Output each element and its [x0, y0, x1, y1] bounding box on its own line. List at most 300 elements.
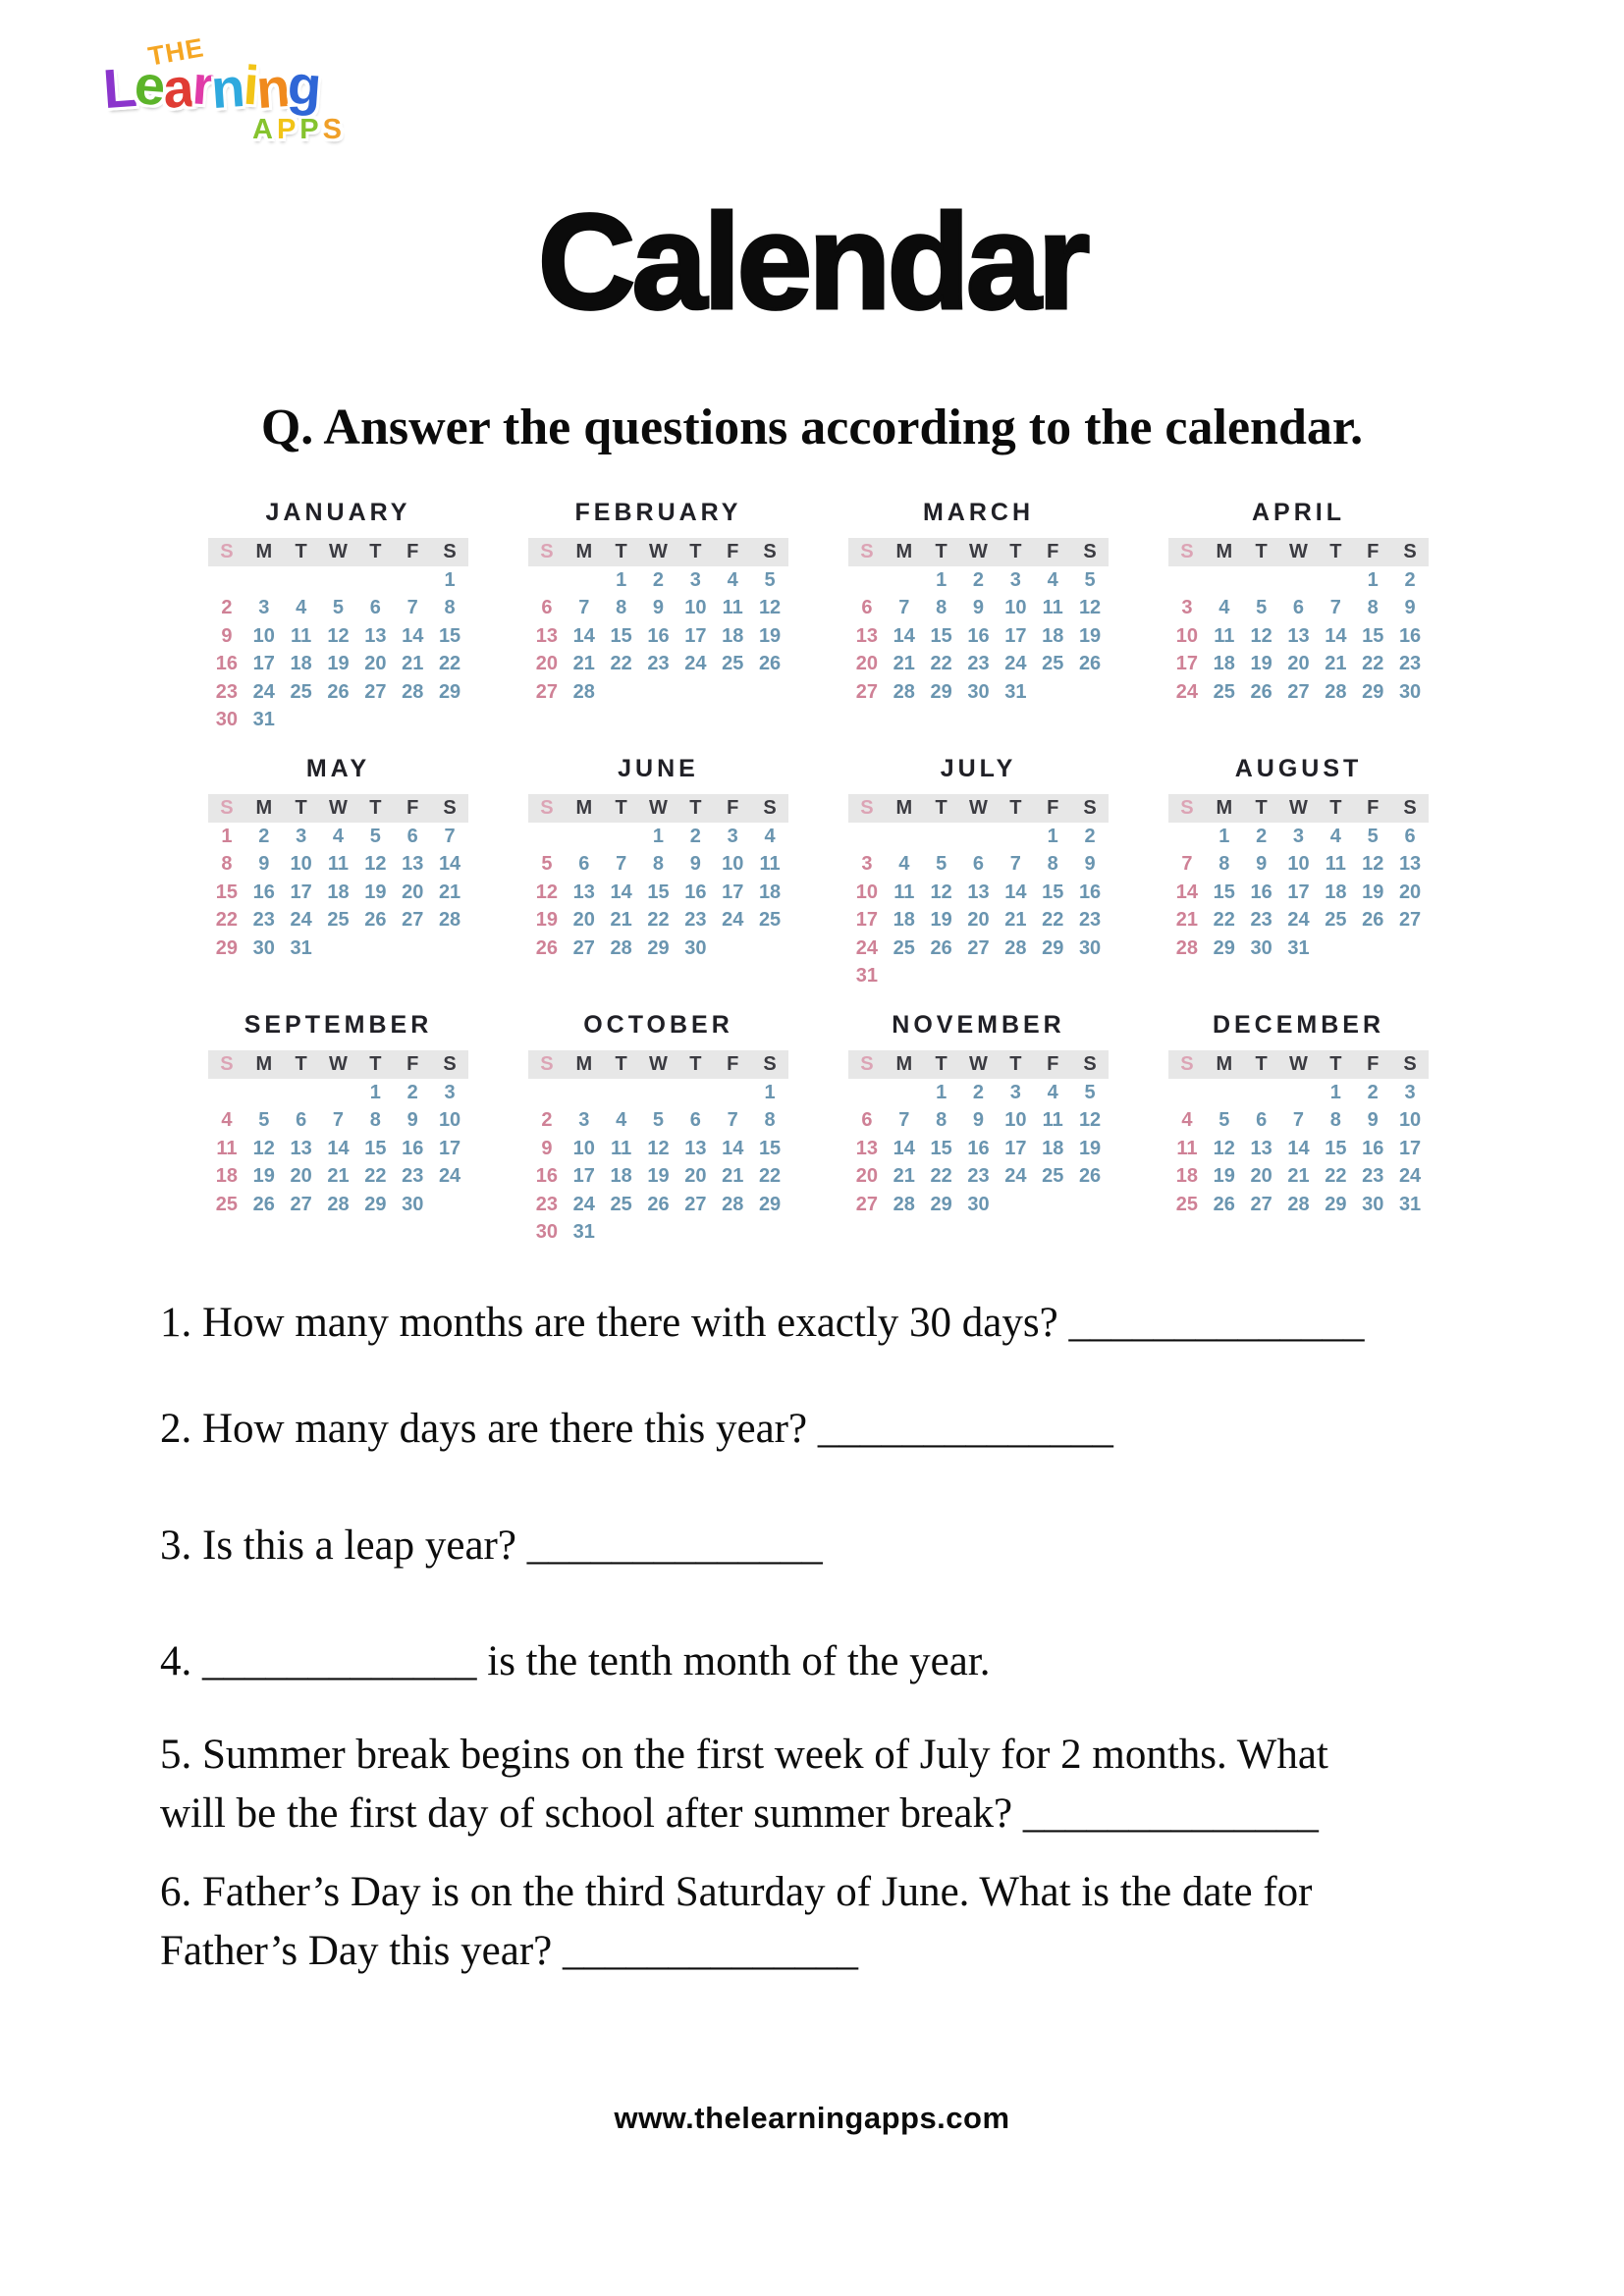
weekday-header: F [406, 541, 419, 562]
day-cell: 31 [572, 1221, 595, 1244]
day-cell: 19 [535, 909, 559, 932]
day-cell: 3 [861, 853, 873, 876]
question-line: Father’s Day this year? ______________ [160, 1928, 858, 1974]
weekday-header-row [528, 1050, 788, 1079]
day-cell: 8 [1329, 1109, 1341, 1132]
day-cell: 13 [967, 881, 990, 903]
day-cell: 9 [972, 597, 985, 619]
day-cell: 25 [758, 909, 782, 932]
day-cell: 6 [406, 825, 418, 847]
day-cell: 9 [1256, 853, 1268, 876]
day-cell: 2 [652, 568, 665, 591]
day-cell: 3 [444, 1081, 456, 1103]
day-cell: 4 [332, 825, 345, 847]
day-cell: 23 [1398, 653, 1422, 675]
day-cell: 29 [1042, 936, 1064, 959]
weekday-header: S [1083, 541, 1097, 562]
day-cell: 25 [722, 653, 744, 675]
day-cell: 4 [898, 853, 910, 876]
logo-word-apps [252, 114, 346, 146]
weekday-header: W [649, 541, 668, 562]
day-cell: 16 [252, 881, 275, 903]
day-cell: 23 [967, 653, 990, 675]
day-cell: 7 [578, 597, 590, 619]
day-cell: 12 [327, 624, 350, 647]
day-cell: 6 [861, 597, 873, 619]
day-cell: 19 [364, 881, 387, 903]
logo-letter: A [252, 114, 277, 145]
weekday-header: T [615, 1053, 627, 1075]
weekday-header: W [649, 1053, 668, 1075]
day-cell: 14 [893, 1137, 915, 1159]
question-4 [160, 1632, 1446, 1691]
day-cell: 21 [572, 653, 595, 675]
day-cell: 4 [1329, 825, 1341, 847]
day-cell: 28 [1004, 936, 1027, 959]
day-cell: 22 [930, 653, 952, 675]
day-cell: 22 [1213, 909, 1235, 932]
day-cell: 1 [764, 1081, 776, 1103]
day-cell: 7 [1292, 1109, 1305, 1132]
day-cell: 12 [535, 881, 559, 903]
day-cell: 2 [258, 825, 270, 847]
day-cell: 18 [1042, 1137, 1064, 1159]
day-cell: 26 [1078, 1165, 1102, 1188]
day-cell: 4 [296, 597, 307, 619]
day-cell: 29 [364, 1193, 387, 1215]
day-cell: 18 [893, 909, 915, 932]
month-calendar [528, 756, 788, 1012]
month-title: SEPTEMBER [244, 1011, 433, 1039]
day-cell: 15 [647, 881, 670, 903]
day-cell: 14 [610, 881, 632, 903]
day-cell: 7 [1329, 597, 1341, 619]
day-cell: 6 [689, 1109, 701, 1132]
day-cell: 7 [727, 1109, 738, 1132]
day-cell: 11 [291, 624, 312, 647]
day-cell: 10 [252, 624, 275, 647]
day-cell: 20 [364, 653, 387, 675]
day-cell: 5 [1367, 825, 1379, 847]
day-cell: 22 [1042, 909, 1064, 932]
day-cell: 25 [1042, 1165, 1064, 1188]
day-cell: 5 [764, 568, 776, 591]
day-cell: 22 [438, 653, 461, 675]
day-cell: 27 [1250, 1193, 1272, 1215]
day-cell: 4 [1047, 1081, 1058, 1103]
day-cell: 31 [252, 709, 275, 731]
day-cell: 18 [290, 653, 312, 675]
day-cell: 20 [1398, 881, 1422, 903]
weekday-header: T [295, 1053, 307, 1075]
day-cell: 28 [1175, 936, 1199, 959]
day-cell: 23 [1250, 909, 1272, 932]
weekday-header: M [895, 1053, 913, 1075]
weekday-header-row [1168, 1050, 1429, 1079]
weekday-header: F [1047, 541, 1059, 562]
weekday-header: M [255, 541, 273, 562]
weekday-header: T [295, 797, 307, 819]
day-cell: 10 [438, 1109, 461, 1132]
day-cell: 1 [1329, 1081, 1341, 1103]
month-calendar [208, 1012, 468, 1268]
day-cell: 18 [327, 881, 350, 903]
weekday-header: F [1367, 1053, 1380, 1075]
weekday-header-row [1168, 794, 1429, 823]
day-cell: 3 [1404, 1081, 1416, 1103]
weekday-header: M [1216, 541, 1233, 562]
day-cell: 19 [1078, 624, 1102, 647]
day-cell: 22 [930, 1165, 952, 1188]
month-title: APRIL [1252, 499, 1345, 526]
day-cell: 16 [535, 1165, 559, 1188]
day-cell: 23 [535, 1193, 559, 1215]
day-cell: 1 [444, 568, 456, 591]
day-cell: 20 [1287, 653, 1310, 675]
day-cell: 12 [647, 1137, 670, 1159]
question-line: will be the first day of school after summer break? ______________ [160, 1790, 1319, 1837]
weekday-header: S [540, 541, 554, 562]
weekday-header: W [1289, 797, 1308, 819]
weekday-header-row [528, 538, 788, 566]
weekday-header: S [763, 1053, 777, 1075]
day-cell: 20 [855, 1165, 879, 1188]
day-cell: 28 [610, 936, 632, 959]
day-cell: 2 [221, 597, 233, 619]
day-cell: 11 [1325, 853, 1346, 876]
day-cell: 3 [1009, 1081, 1021, 1103]
day-cell: 14 [327, 1137, 350, 1159]
day-cell: 8 [369, 1109, 381, 1132]
day-cell: 23 [647, 653, 670, 675]
day-cell: 20 [967, 909, 990, 932]
day-cell: 17 [290, 881, 312, 903]
day-cell: 18 [758, 881, 782, 903]
logo-letter: g [286, 52, 322, 118]
day-cell: 6 [1292, 597, 1305, 619]
day-cell: 17 [684, 624, 707, 647]
day-cell: 8 [616, 597, 627, 619]
day-cell: 30 [252, 936, 275, 959]
day-cell: 25 [1325, 909, 1347, 932]
weekday-header: W [329, 541, 348, 562]
day-cell: 20 [535, 653, 559, 675]
day-cell: 27 [855, 1193, 879, 1215]
day-cell: 24 [1175, 680, 1199, 703]
day-cell: 28 [402, 680, 424, 703]
day-cell: 11 [893, 881, 915, 903]
day-cell: 1 [936, 1081, 947, 1103]
month-calendar [208, 500, 468, 756]
day-cell: 27 [535, 680, 559, 703]
weekday-header: W [969, 797, 988, 819]
day-cell: 14 [1287, 1137, 1310, 1159]
day-cell: 12 [364, 853, 387, 876]
day-cell: 1 [1367, 568, 1379, 591]
question-line: 5. Summer break begins on the first week of July for 2 months. What [160, 1732, 1328, 1778]
day-cell: 1 [652, 825, 665, 847]
month-calendar [208, 756, 468, 1012]
day-cell: 16 [647, 624, 670, 647]
weekday-header-row [208, 1050, 468, 1079]
weekday-header: S [220, 541, 234, 562]
day-cell: 18 [1175, 1165, 1199, 1188]
day-cell: 10 [855, 881, 879, 903]
day-cell: 25 [290, 680, 312, 703]
month-days-grid [848, 823, 1109, 990]
day-cell: 10 [290, 853, 312, 876]
day-cell: 11 [722, 597, 743, 619]
weekday-header: M [575, 541, 593, 562]
day-cell: 12 [252, 1137, 275, 1159]
weekday-header: S [860, 1053, 874, 1075]
day-cell: 14 [438, 853, 461, 876]
weekday-header: W [329, 797, 348, 819]
day-cell: 1 [936, 568, 947, 591]
question-line: 2. How many days are there this year? ______________ [160, 1406, 1113, 1452]
day-cell: 18 [215, 1165, 239, 1188]
day-cell: 26 [1078, 653, 1102, 675]
day-cell: 26 [647, 1193, 670, 1215]
day-cell: 31 [855, 965, 879, 988]
day-cell: 10 [1004, 597, 1027, 619]
day-cell: 27 [572, 936, 595, 959]
question-6 [160, 1863, 1446, 1981]
weekday-header: S [1083, 1053, 1097, 1075]
day-cell: 19 [327, 653, 350, 675]
weekday-header: S [1180, 797, 1194, 819]
weekday-header: M [255, 797, 273, 819]
day-cell: 9 [406, 1109, 418, 1132]
day-cell: 8 [221, 853, 233, 876]
weekday-header: T [369, 541, 382, 562]
day-cell: 29 [215, 936, 239, 959]
day-cell: 29 [1325, 1193, 1347, 1215]
day-cell: 30 [535, 1221, 559, 1244]
weekday-header: T [1329, 797, 1342, 819]
weekday-header: F [727, 541, 739, 562]
page-title: Calendar [537, 187, 1087, 338]
day-cell: 9 [1404, 597, 1416, 619]
day-cell: 7 [1181, 853, 1193, 876]
day-cell: 11 [327, 853, 350, 876]
weekday-header: W [969, 541, 988, 562]
day-cell: 22 [364, 1165, 387, 1188]
day-cell: 29 [1362, 680, 1384, 703]
day-cell: 7 [406, 597, 418, 619]
month-days-grid [528, 1079, 788, 1247]
logo-letter: r [189, 53, 214, 117]
day-cell: 14 [1175, 881, 1199, 903]
month-days-grid [1168, 566, 1429, 707]
day-cell: 16 [967, 624, 990, 647]
weekday-header: S [443, 1053, 457, 1075]
day-cell: 11 [1214, 624, 1235, 647]
weekday-header: S [1083, 797, 1097, 819]
day-cell: 4 [727, 568, 738, 591]
day-cell: 14 [1325, 624, 1347, 647]
day-cell: 26 [252, 1193, 275, 1215]
weekday-header: T [689, 541, 702, 562]
question-1 [160, 1294, 1446, 1353]
day-cell: 2 [541, 1109, 553, 1132]
day-cell: 9 [221, 624, 233, 647]
day-cell: 17 [1287, 881, 1310, 903]
day-cell: 5 [369, 825, 381, 847]
day-cell: 4 [221, 1109, 233, 1132]
day-cell: 15 [1362, 624, 1384, 647]
day-cell: 29 [438, 680, 461, 703]
weekday-header: T [615, 541, 627, 562]
day-cell: 14 [572, 624, 595, 647]
day-cell: 15 [1213, 881, 1235, 903]
logo-letter: i [241, 53, 259, 117]
day-cell: 17 [1175, 653, 1199, 675]
day-cell: 19 [1362, 881, 1384, 903]
logo-letter: e [133, 53, 166, 117]
day-cell: 31 [1398, 1193, 1422, 1215]
day-cell: 31 [290, 936, 312, 959]
weekday-header: M [255, 1053, 273, 1075]
day-cell: 10 [1398, 1109, 1422, 1132]
day-cell: 24 [438, 1165, 461, 1188]
weekday-header: T [935, 797, 947, 819]
learning-apps-logo [100, 32, 407, 160]
day-cell: 30 [1250, 936, 1272, 959]
website-url: www.thelearningapps.com [614, 2101, 1010, 2135]
weekday-header-row [208, 794, 468, 823]
day-cell: 17 [572, 1165, 595, 1188]
day-cell: 6 [861, 1109, 873, 1132]
day-cell: 30 [1078, 936, 1102, 959]
day-cell: 10 [1004, 1109, 1027, 1132]
day-cell: 3 [1181, 597, 1193, 619]
day-cell: 9 [972, 1109, 985, 1132]
day-cell: 8 [936, 1109, 947, 1132]
weekday-header: W [649, 797, 668, 819]
day-cell: 13 [290, 1137, 312, 1159]
day-cell: 24 [684, 653, 707, 675]
weekday-header: T [935, 541, 947, 562]
day-cell: 25 [1175, 1193, 1199, 1215]
day-cell: 15 [1325, 1137, 1347, 1159]
day-cell: 16 [1398, 624, 1422, 647]
logo-letter: n [209, 55, 245, 121]
day-cell: 6 [369, 597, 381, 619]
month-title: OCTOBER [583, 1011, 733, 1039]
weekday-header: M [575, 797, 593, 819]
month-calendar [848, 500, 1109, 756]
day-cell: 14 [1004, 881, 1027, 903]
day-cell: 23 [402, 1165, 424, 1188]
weekday-header: M [895, 797, 913, 819]
day-cell: 19 [647, 1165, 670, 1188]
day-cell: 21 [1004, 909, 1027, 932]
day-cell: 21 [893, 1165, 915, 1188]
month-days-grid [848, 1079, 1109, 1219]
day-cell: 6 [1404, 825, 1416, 847]
day-cell: 1 [369, 1081, 381, 1103]
day-cell: 17 [722, 881, 744, 903]
day-cell: 30 [967, 680, 990, 703]
day-cell: 26 [1213, 1193, 1235, 1215]
day-cell: 28 [438, 909, 461, 932]
day-cell: 6 [972, 853, 985, 876]
weekday-header: T [935, 1053, 947, 1075]
day-cell: 26 [364, 909, 387, 932]
day-cell: 12 [1362, 853, 1384, 876]
day-cell: 6 [296, 1109, 307, 1132]
day-cell: 4 [1218, 597, 1230, 619]
day-cell: 10 [722, 853, 744, 876]
weekday-header: T [1255, 797, 1268, 819]
day-cell: 21 [1287, 1165, 1310, 1188]
day-cell: 2 [972, 568, 985, 591]
day-cell: 24 [1004, 653, 1027, 675]
day-cell: 25 [215, 1193, 239, 1215]
day-cell: 15 [1042, 881, 1064, 903]
day-cell: 9 [1084, 853, 1096, 876]
weekday-header: W [969, 1053, 988, 1075]
weekday-header: W [329, 1053, 348, 1075]
day-cell: 23 [215, 680, 239, 703]
day-cell: 7 [616, 853, 627, 876]
day-cell: 17 [438, 1137, 461, 1159]
logo-letter: n [254, 55, 291, 121]
day-cell: 24 [572, 1193, 595, 1215]
day-cell: 18 [1042, 624, 1064, 647]
day-cell: 11 [216, 1137, 238, 1159]
day-cell: 28 [722, 1193, 744, 1215]
weekday-header-row [528, 794, 788, 823]
weekday-header: S [540, 1053, 554, 1075]
month-calendar [1168, 756, 1429, 1012]
month-title: AUGUST [1234, 755, 1363, 782]
weekday-header: T [689, 797, 702, 819]
day-cell: 24 [290, 909, 312, 932]
day-cell: 13 [1287, 624, 1310, 647]
day-cell: 19 [1078, 1137, 1102, 1159]
day-cell: 9 [258, 853, 270, 876]
day-cell: 26 [327, 680, 350, 703]
day-cell: 15 [610, 624, 632, 647]
day-cell: 15 [930, 624, 952, 647]
weekday-header: M [575, 1053, 593, 1075]
day-cell: 2 [1084, 825, 1096, 847]
day-cell: 21 [1175, 909, 1199, 932]
day-cell: 21 [402, 653, 424, 675]
day-cell: 3 [1009, 568, 1021, 591]
day-cell: 3 [689, 568, 701, 591]
day-cell: 27 [364, 680, 387, 703]
day-cell: 8 [1367, 597, 1379, 619]
day-cell: 28 [572, 680, 595, 703]
month-title: NOVEMBER [892, 1011, 1065, 1039]
month-calendar [848, 1012, 1109, 1268]
day-cell: 19 [1213, 1165, 1235, 1188]
day-cell: 19 [1250, 653, 1272, 675]
weekday-header: T [615, 797, 627, 819]
day-cell: 30 [967, 1193, 990, 1215]
day-cell: 13 [1250, 1137, 1272, 1159]
day-cell: 6 [578, 853, 590, 876]
month-days-grid [208, 1079, 468, 1219]
day-cell: 26 [535, 936, 559, 959]
day-cell: 30 [1362, 1193, 1384, 1215]
day-cell: 6 [1256, 1109, 1268, 1132]
day-cell: 14 [402, 624, 424, 647]
day-cell: 30 [1398, 680, 1422, 703]
